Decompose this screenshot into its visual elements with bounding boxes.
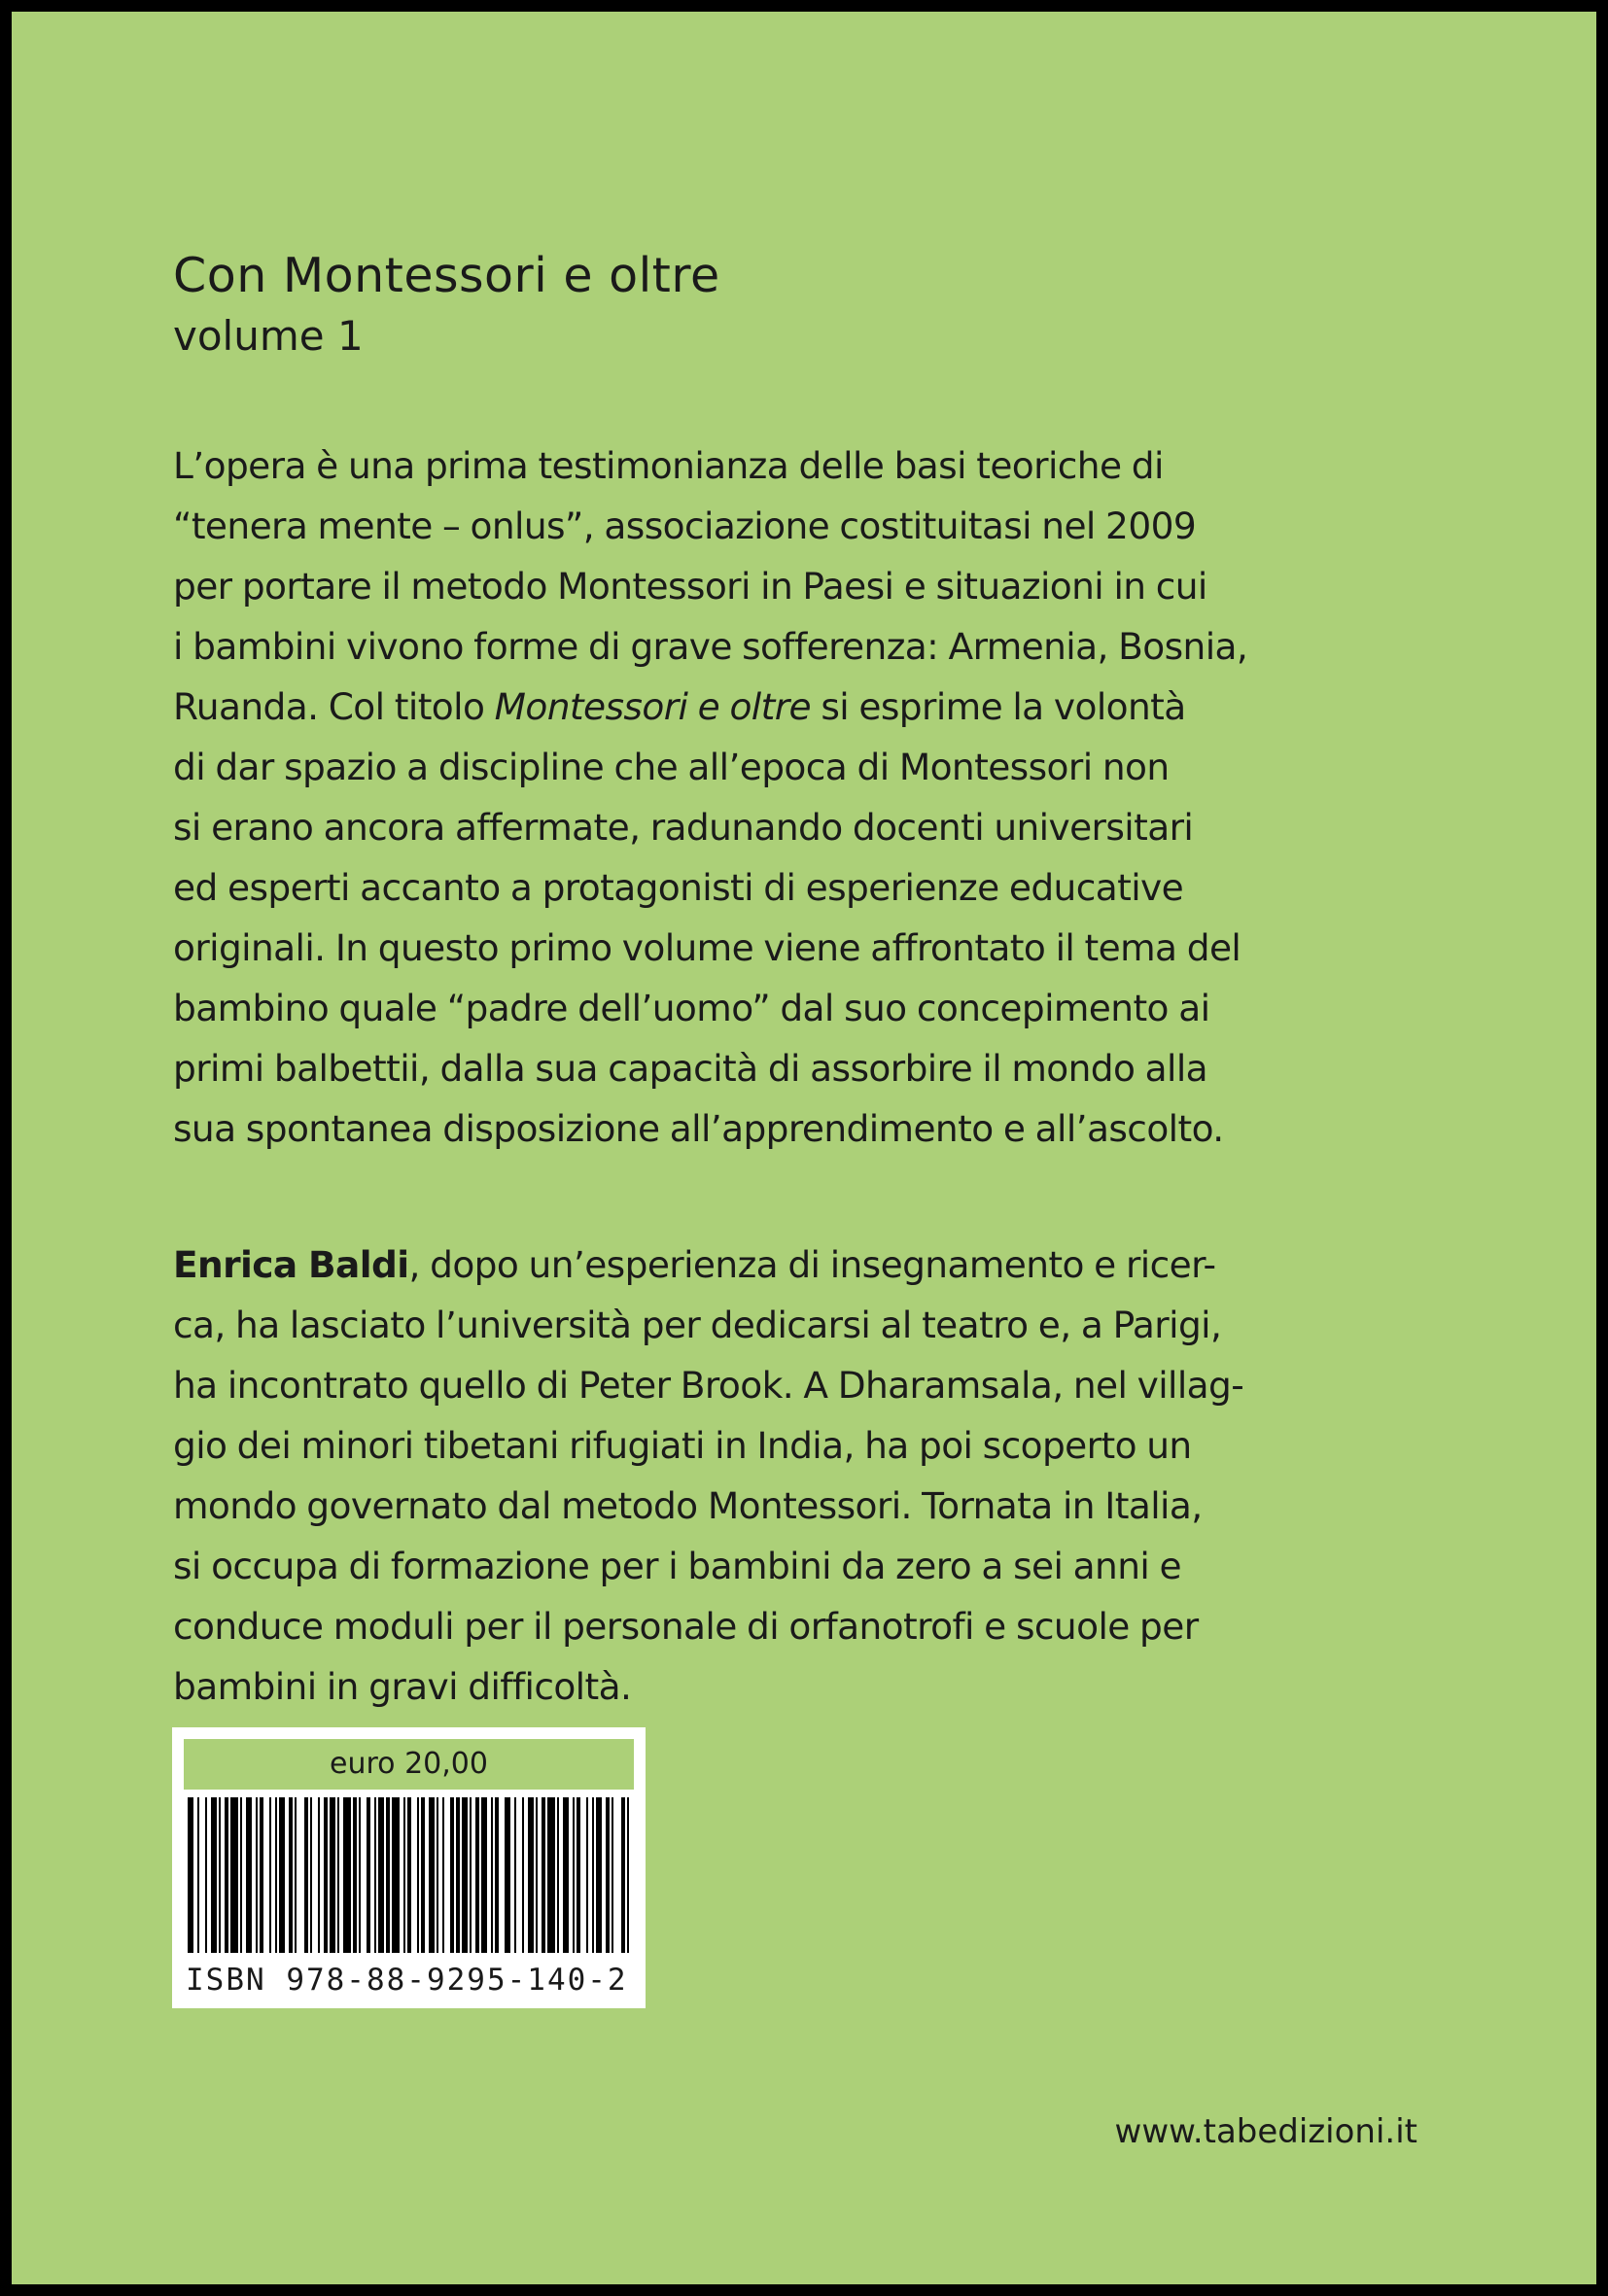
description-line: “tenera mente – onlus”, associazione costituitasi nel 2009 <box>173 504 1197 547</box>
barcode-bar <box>563 1797 569 1953</box>
bio-line <box>173 1235 1243 1295</box>
bio-line: bambini in gravi difficoltà. <box>173 1665 632 1708</box>
barcode-bar <box>456 1797 460 1953</box>
barcode-bar <box>403 1797 405 1953</box>
barcode-bar <box>586 1797 588 1953</box>
bio-line: mondo governato dal metodo Montessori. Tornata in Italia, <box>173 1484 1203 1527</box>
barcode-bar <box>470 1797 472 1953</box>
bio-line: conduce moduli per il personale di orfanotrofi e scuole per <box>173 1605 1199 1648</box>
italic-book-title: Montessori e oltre <box>494 685 811 728</box>
barcode-bar <box>450 1797 454 1953</box>
barcode-bar <box>577 1797 580 1953</box>
description-line: bambino quale “padre dell’uomo” dal suo concepimento ai <box>173 987 1210 1029</box>
barcode-bar <box>310 1797 312 1953</box>
barcode-bar <box>547 1797 555 1953</box>
barcode-bar <box>197 1797 199 1953</box>
barcode-bar <box>573 1797 575 1953</box>
description-line: sua spontanea disposizione all’apprendimento e all’ascolto. <box>173 1107 1224 1150</box>
description-line: di dar spazio a discipline che all’epoca di Montessori non <box>173 746 1170 788</box>
bio-line: si occupa di formazione per i bambini da zero a sei anni e <box>173 1545 1181 1587</box>
barcode-bar <box>462 1797 468 1953</box>
barcode-bar <box>378 1797 384 1953</box>
barcode-bar <box>246 1797 252 1953</box>
description-line: L’opera è una prima testimonianza delle basi teoriche di <box>173 444 1164 487</box>
barcode-bar <box>269 1797 271 1953</box>
barcode-bar <box>481 1797 487 1953</box>
barcode-bar <box>417 1797 419 1953</box>
description-line: si erano ancora affermate, radunando docenti universitari <box>173 806 1194 849</box>
barcode-bar <box>343 1797 351 1953</box>
description-line: ed esperti accanto a protagonisti di esperienze educative <box>173 866 1184 909</box>
barcode-bar <box>392 1797 400 1953</box>
description-line: primi balbettii, dalla sua capacità di assorbire il mondo alla <box>173 1047 1208 1090</box>
barcode-bar <box>205 1797 207 1953</box>
barcode-bar <box>324 1797 328 1953</box>
barcode-bar <box>627 1797 629 1953</box>
description-line: per portare il metodo Montessori in Paesi e situazioni in cui <box>173 565 1207 608</box>
barcode-bar <box>536 1797 538 1953</box>
description-line: i bambini vivono forme di grave sofferenza: Armenia, Bosnia, <box>173 625 1248 668</box>
barcode-bar <box>522 1797 524 1953</box>
barcode-bar <box>279 1797 285 1953</box>
barcode-bar <box>437 1797 438 1953</box>
isbn-number: ISBN 978-88-9295-140-2 <box>186 1963 628 1998</box>
barcode-bar <box>407 1797 411 1953</box>
author-bio <box>173 1235 1243 1717</box>
barcode-bar <box>304 1797 308 1953</box>
barcode-bar <box>256 1797 258 1953</box>
price-label: euro 20,00 <box>184 1739 634 1790</box>
book-title: Con Montessori e oltre <box>173 248 720 303</box>
barcode-bar <box>188 1797 193 1953</box>
barcode-bar <box>225 1797 228 1953</box>
barcode-bar <box>542 1797 545 1953</box>
bio-line: gio dei minori tibetani rifugiati in India, ha poi scoperto un <box>173 1424 1192 1467</box>
description-line: originali. In questo primo volume viene affrontato il tema del <box>173 926 1241 969</box>
publisher-website: www.tabedizioni.it <box>1114 2112 1417 2151</box>
barcode-bar <box>557 1797 559 1953</box>
barcode-label <box>172 1727 646 2008</box>
barcode-bar <box>621 1797 625 1953</box>
barcode-bar <box>505 1797 510 1953</box>
barcode-icon <box>184 1797 634 1953</box>
barcode-bar <box>295 1797 297 1953</box>
barcode-bar <box>353 1797 357 1953</box>
barcode-bar <box>211 1797 217 1953</box>
barcode-bar <box>330 1797 335 1953</box>
barcode-bar <box>491 1797 493 1953</box>
book-description <box>173 435 1247 1159</box>
barcode-bar <box>528 1797 534 1953</box>
barcode-bar <box>592 1797 594 1953</box>
bio-line: ca, ha lasciato l’università per dedicarsi al teatro e, a Parigi, <box>173 1304 1222 1346</box>
barcode-bar <box>240 1797 242 1953</box>
barcode-bar <box>289 1797 293 1953</box>
barcode-bar <box>475 1797 479 1953</box>
barcode-bar <box>337 1797 339 1953</box>
barcode-bar <box>442 1797 444 1953</box>
barcode-bar <box>374 1797 376 1953</box>
barcode-bar <box>596 1797 602 1953</box>
bio-text: , dopo un’esperienza di insegnamento e ricer- <box>408 1243 1216 1286</box>
description-text: Ruanda. Col titolo <box>173 685 495 728</box>
barcode-bar <box>318 1797 320 1953</box>
barcode-bar <box>421 1797 425 1953</box>
barcode-bar <box>359 1797 361 1953</box>
back-cover <box>12 12 1596 2284</box>
barcode-bar <box>495 1797 499 1953</box>
barcode-bar <box>367 1797 370 1953</box>
barcode-bar <box>275 1797 277 1953</box>
barcode-bar <box>429 1797 435 1953</box>
barcode-bar <box>219 1797 221 1953</box>
book-volume: volume 1 <box>173 312 364 360</box>
description-text: si esprime la volontà <box>811 685 1186 728</box>
barcode-bar <box>230 1797 238 1953</box>
bio-line: ha incontrato quello di Peter Brook. A Dharamsala, nel villag- <box>173 1364 1244 1407</box>
barcode-bar <box>606 1797 610 1953</box>
description-line <box>173 677 1247 737</box>
barcode-bar <box>260 1797 263 1953</box>
barcode-bar <box>514 1797 516 1953</box>
author-name: Enrica Baldi <box>173 1243 409 1286</box>
barcode-bar <box>386 1797 390 1953</box>
barcode-bar <box>612 1797 613 1953</box>
